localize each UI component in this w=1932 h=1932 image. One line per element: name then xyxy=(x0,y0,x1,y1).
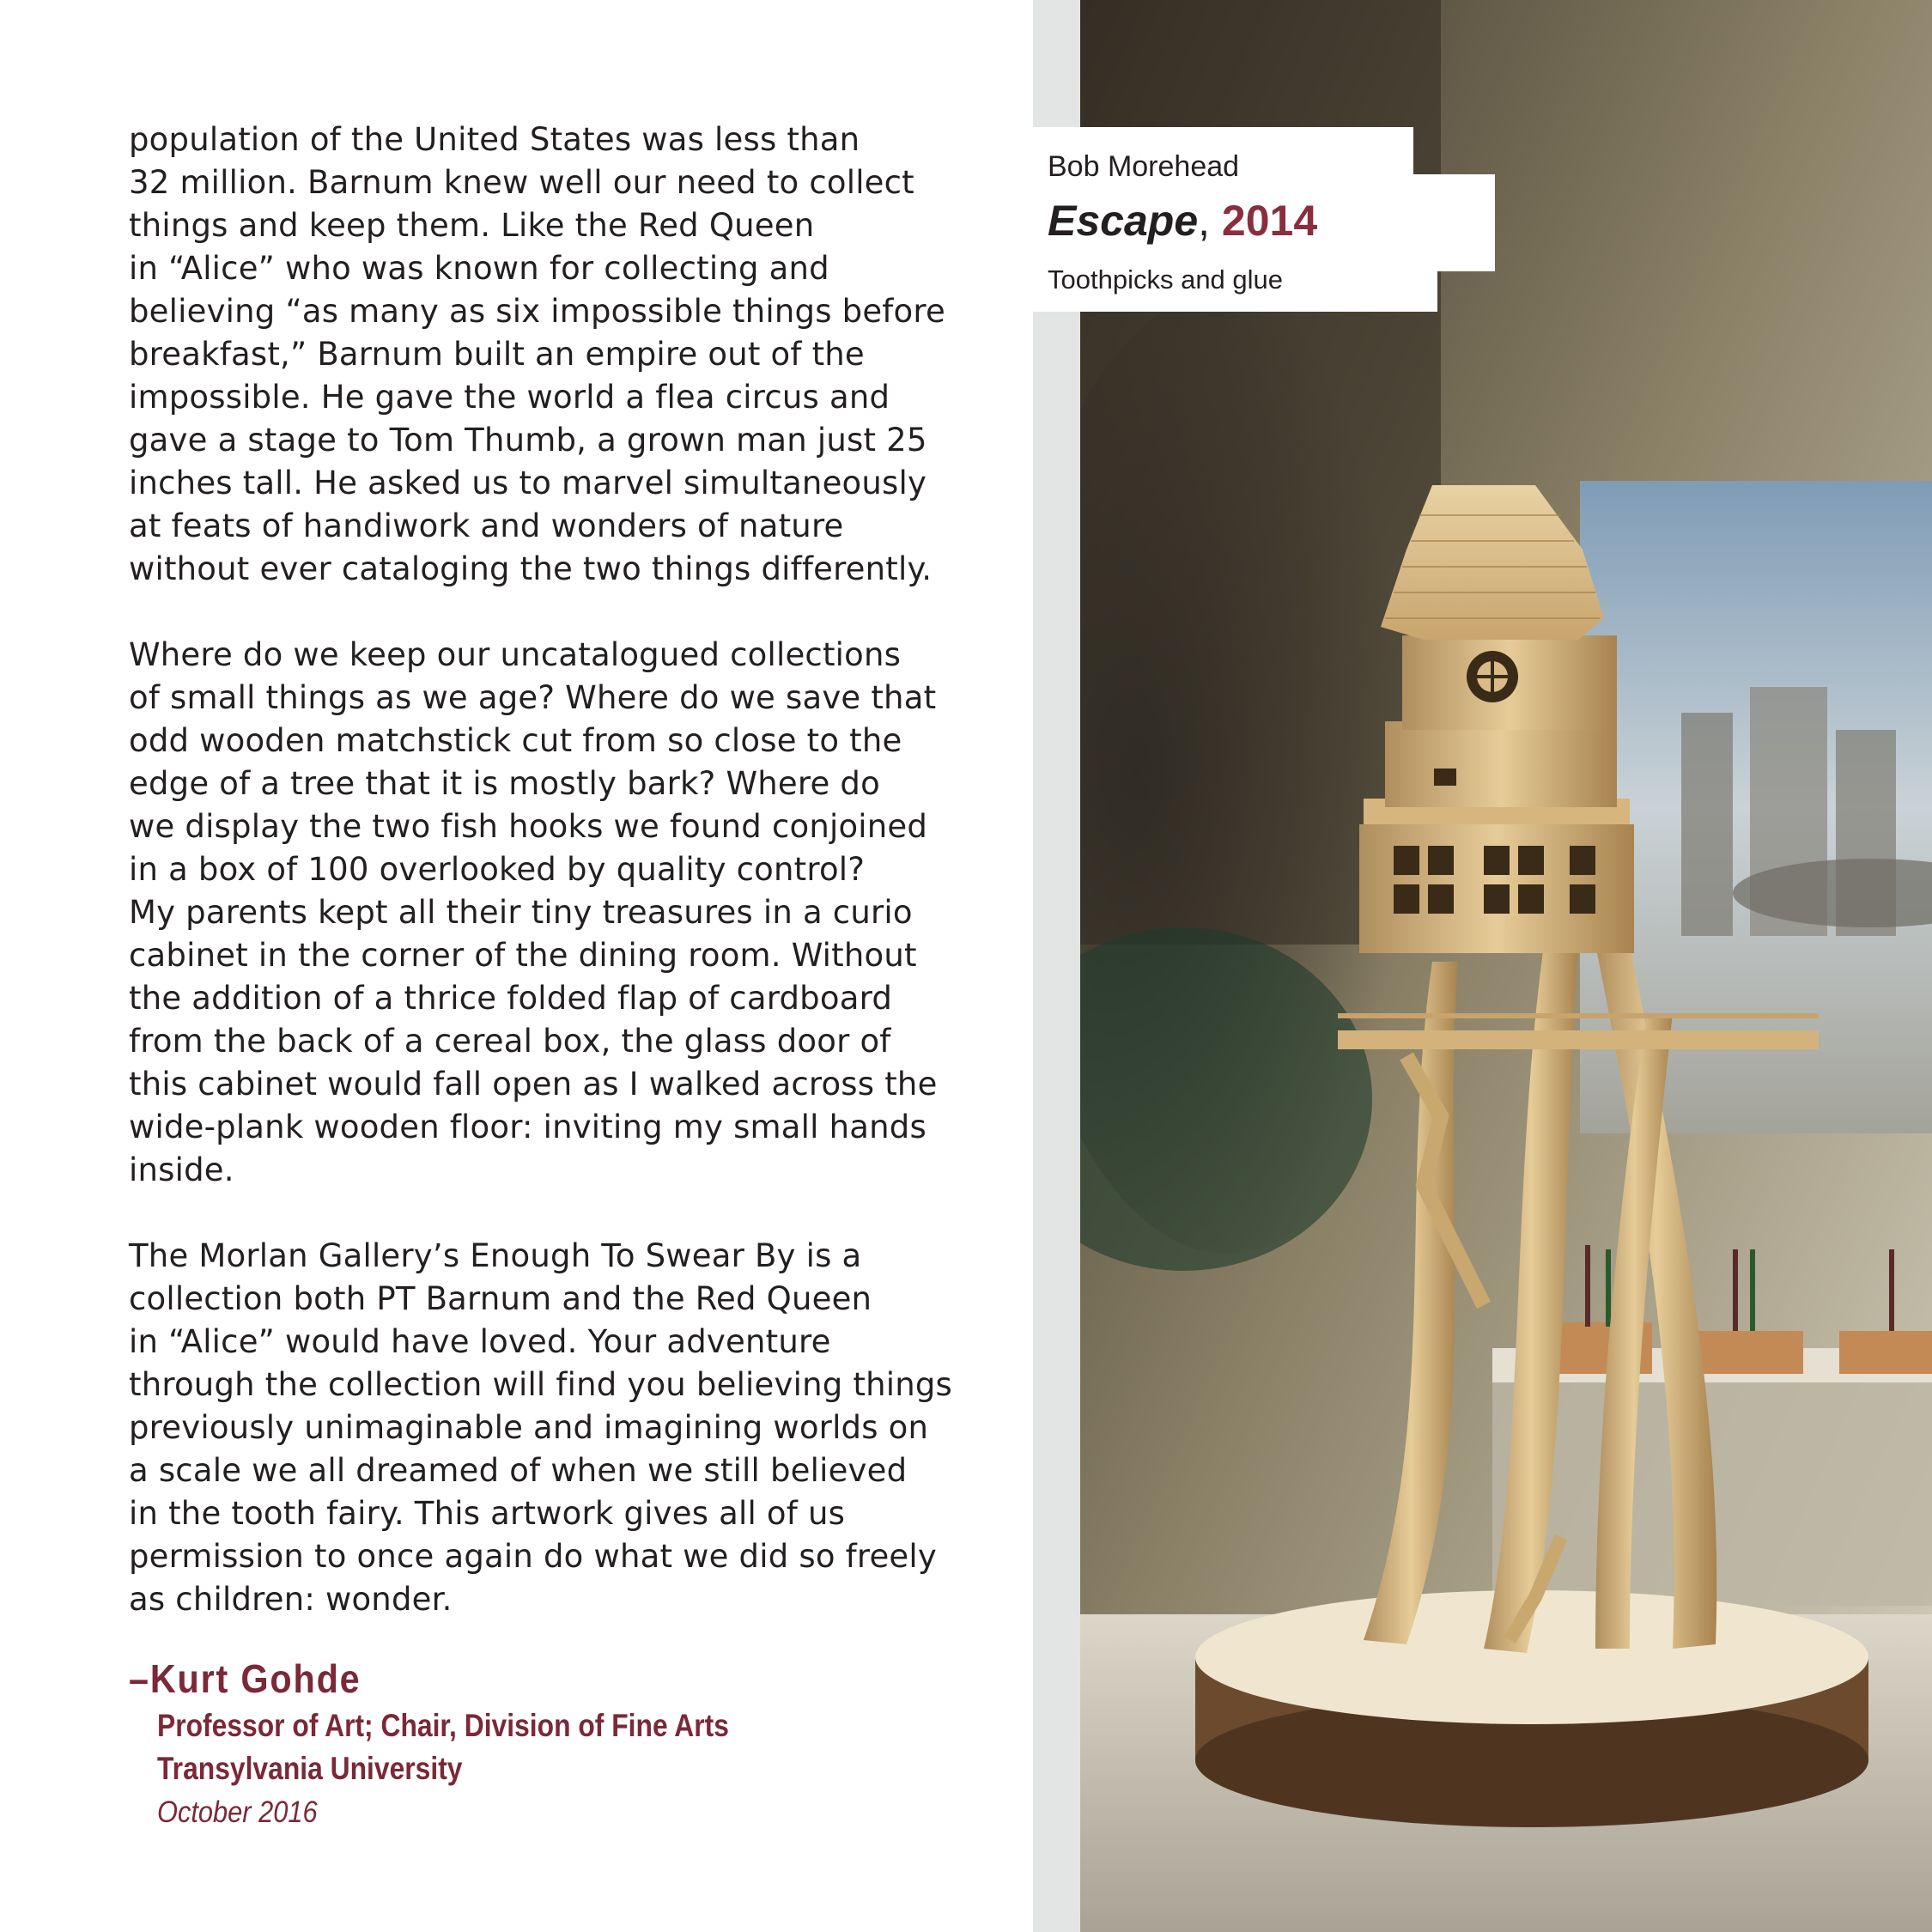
essay-date: October 2016 xyxy=(157,1795,318,1829)
author-institution: Transylvania University xyxy=(157,1751,463,1786)
essay-text xyxy=(129,118,953,1664)
artwork-year: 2014 xyxy=(1221,197,1318,245)
author-name: –Kurt Gohde xyxy=(129,1656,361,1701)
author-signature xyxy=(129,1653,822,1835)
artwork-title: Escape xyxy=(1048,197,1199,245)
essay-paragraph-2: Where do we keep our uncatalogued collections of small things as we age? Where do we save that odd wooden matchstick cut from so close to the edge of a tree that it is mostly bark? Where do we display the two fish hooks we found conjoined in a box of 100 overlooked by quality control? My parents kept all their tiny treasures in a curio cabinet in the corner of the dining room. Without the addition of a thrice folded flap of cardboard from the back of a cereal box, the glass door of this cabinet would fall open as I walked across the wide-plank wooden floor: inviting my small hands inside. xyxy=(129,636,938,1188)
title-separator: , xyxy=(1198,197,1222,245)
artwork-title-line xyxy=(1048,196,1317,246)
artwork-artist: Bob Morehead xyxy=(1048,150,1240,183)
artwork-medium: Toothpicks and glue xyxy=(1048,264,1284,295)
author-title: Professor of Art; Chair, Division of Fine Arts xyxy=(157,1708,729,1743)
essay-paragraph-3: The Morlan Gallery’s Enough To Swear By is a collection both PT Barnum and the Red Queen in “Alice” would have loved. Your adventure through the collection will find you believing things previously unimaginable and imagining worlds on a scale we all dreamed of when we still believed in the tooth fairy. This artwork gives all of us permission to once again do what we did so freely as children: wonder. xyxy=(129,1237,953,1618)
essay-paragraph-1: population of the United States was less than 32 million. Barnum knew well our need to collect things and keep them. Like the Red Queen in “Alice” who was known for collecting and believing “as many as six impossible things before breakfast,” Barnum built an empire out of the impossible. He gave the world a flea circus and gave a stage to Tom Thumb, a grown man just 25 inches tall. He asked us to marvel simultaneously at feats of handiwork and wonders of nature without ever cataloging the two things differently. xyxy=(129,121,945,587)
